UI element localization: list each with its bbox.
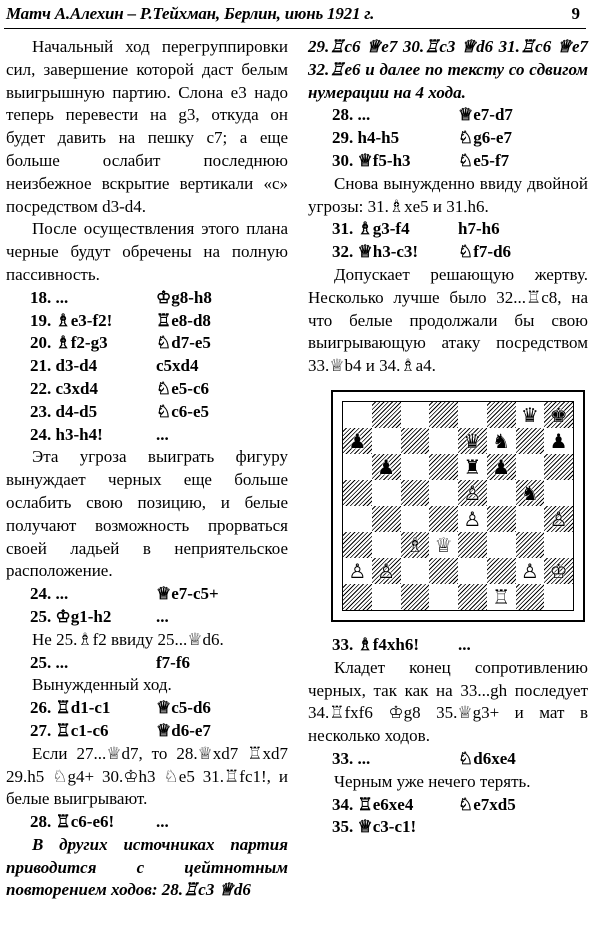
move-line [308, 794, 588, 817]
paragraph: Если 27...♕d7, то 28.♕xd7 ♖xd7 29.h5 ♘g4+ 30.♔h3 ♘e5 31.♖fc1!, и белые выигрывают. [6, 743, 288, 809]
board-square [458, 480, 487, 506]
black-move: ♘e5-f7 [458, 150, 510, 170]
white-move: 33. ... [332, 748, 371, 768]
paragraph: Допускает решающую жертву. Несколько лучше было 32...♖c8, на что белые продолжали бы свою выигрывающую атаку посредством 33.♕b4 и 34.♗a4. [308, 264, 588, 376]
board-square [458, 506, 487, 532]
move-line [6, 811, 288, 834]
black-move: ♕e7-c5+ [156, 584, 219, 604]
white-move: 19. ♗e3-f2! [30, 310, 113, 330]
black-move: ♕d6-e7 [156, 720, 211, 740]
black-move: ♔g8-h8 [156, 287, 212, 307]
chess-board [342, 401, 574, 611]
white-move: 30. ♕f5-h3 [332, 150, 411, 170]
white-move: 32. ♕h3-c3! [332, 242, 419, 262]
move-line [6, 401, 288, 424]
black-move: ♘c6-e5 [156, 401, 209, 421]
white-move: 33. ♗f4xh6! [332, 634, 420, 654]
black-move: ... [156, 606, 169, 626]
move-list [308, 218, 588, 264]
board-square [429, 532, 458, 558]
white-move: 23. d4-d5 [30, 401, 98, 421]
board-square [372, 454, 401, 480]
white-move: 35. ♕c3-c1! [332, 817, 417, 837]
board-square [401, 584, 430, 610]
board-square [487, 480, 516, 506]
move-line [6, 310, 288, 333]
move-list [308, 104, 588, 172]
board-square [516, 480, 545, 506]
chess-piece: ♙ [463, 480, 482, 505]
white-move: 24. ... [30, 584, 69, 604]
board-square [372, 428, 401, 454]
board-square [429, 454, 458, 480]
board-square [487, 428, 516, 454]
paragraph: Кладет конец сопротивлению черных, так как на 33...gh последует 34.♖fxf6 ♔g8 35.♕g3+ и мат в несколько ходов. [308, 657, 588, 746]
running-header [6, 4, 584, 28]
chess-piece: ♟ [377, 454, 396, 479]
right-column [308, 36, 588, 839]
board-square [544, 428, 573, 454]
board-square [343, 454, 372, 480]
board-square [343, 584, 372, 610]
chess-piece: ♖ [492, 584, 511, 609]
board-square [516, 506, 545, 532]
page-number: 9 [571, 4, 580, 23]
chess-piece: ♛ [463, 428, 482, 453]
paragraph: Начальный ход перегруппировки сил, завершение которой даст белым выигрышную партию. Слона е3 надо теперь перевести на g3, откуда он будет давить на пешку с7; а еще больше ослабит последнюю неизбежное вскрытие вертикали «с» посредством d3-d4. [6, 37, 288, 216]
board-square [544, 480, 573, 506]
white-move: 25. ... [30, 652, 69, 672]
paragraph: Вынужденный ход. [32, 675, 172, 695]
board-square [544, 454, 573, 480]
move-line [6, 355, 288, 378]
board-square [458, 532, 487, 558]
chess-piece: ♙ [348, 558, 367, 583]
chess-piece: ♟ [348, 428, 367, 453]
paragraph: Не 25.♗f2 ввиду 25...♕d6. [32, 629, 224, 649]
chess-piece: ♙ [549, 506, 568, 531]
chess-piece: ♞ [520, 480, 539, 505]
board-square [372, 558, 401, 584]
black-move: ♘f7-d6 [458, 242, 512, 262]
board-square [458, 558, 487, 584]
black-move: f7-f6 [156, 652, 190, 672]
board-square [401, 480, 430, 506]
paragraph: Эта угроза выиграть фигуру вынуждает черных еще больше ослабить свою позицию, и белые получают возможность прорваться своей ладьей в неприятельское расположение. [6, 447, 288, 581]
black-move: ♘e5-c6 [156, 378, 209, 398]
chess-piece: ♟ [492, 454, 511, 479]
left-column [6, 36, 288, 902]
chess-piece: ♚ [549, 402, 568, 427]
black-move: ♕c5-d6 [156, 698, 211, 718]
black-move: ♘e7xd5 [458, 794, 516, 814]
white-move: 24. h3-h4! [30, 424, 103, 444]
move-line [308, 150, 588, 173]
chess-piece: ♞ [492, 428, 511, 453]
board-square [401, 506, 430, 532]
move-line [308, 816, 588, 839]
board-square [343, 506, 372, 532]
move-line [6, 652, 288, 675]
board-square [401, 532, 430, 558]
move-line [308, 218, 588, 241]
board-square [487, 584, 516, 610]
chess-diagram [331, 390, 585, 622]
board-square [544, 558, 573, 584]
white-move: 18. ... [30, 287, 69, 307]
move-line [6, 697, 288, 720]
move-line [6, 424, 288, 447]
board-square [401, 428, 430, 454]
move-line [308, 748, 588, 771]
black-move: ♖e8-d8 [156, 310, 211, 330]
white-move: 20. ♗f2-g3 [30, 333, 108, 353]
black-move: ♘d7-e5 [156, 333, 211, 353]
white-move: 21. d3-d4 [30, 356, 98, 376]
board-square [429, 584, 458, 610]
board-square [487, 454, 516, 480]
header-rule [4, 28, 586, 29]
board-square [544, 506, 573, 532]
black-move: ♘d6xe4 [458, 748, 516, 768]
black-move: c5xd4 [156, 356, 199, 376]
paragraph-italic: В других источниках партия приводится с цейтнотным повторением ходов: 28.♖c3 ♕d6 [6, 834, 288, 900]
white-move: 22. c3xd4 [30, 378, 98, 398]
board-square [343, 402, 372, 428]
board-square [516, 428, 545, 454]
paragraph-italic: 29.♖c6 ♕e7 30.♖c3 ♕d6 31.♖c6 ♕e7 32.♖e6 и далее по тексту со сдвигом нумерации на 4 хода. [308, 37, 588, 102]
move-line [308, 104, 588, 127]
move-list [308, 794, 588, 840]
white-move: 31. ♗g3-f4 [332, 219, 410, 239]
board-square [458, 402, 487, 428]
board-square [516, 532, 545, 558]
board-square [429, 480, 458, 506]
board-square [458, 584, 487, 610]
black-move: h7-h6 [458, 219, 500, 239]
board-square [544, 402, 573, 428]
board-square [401, 454, 430, 480]
board-square [343, 428, 372, 454]
move-line [6, 720, 288, 743]
board-square [429, 402, 458, 428]
move-list [6, 287, 288, 447]
black-move: ♕e7-d7 [458, 105, 513, 125]
white-move: 25. ♔g1-h2 [30, 606, 112, 626]
board-square [429, 428, 458, 454]
move-line [308, 634, 588, 657]
white-move: 29. h4-h5 [332, 128, 400, 148]
black-move: ... [156, 424, 169, 444]
black-move: ... [458, 634, 471, 654]
white-move: 26. ♖d1-c1 [30, 698, 111, 718]
chess-piece: ♙ [377, 558, 396, 583]
chess-piece: ♔ [549, 558, 568, 583]
paragraph: Черным уже нечего терять. [334, 771, 531, 791]
board-square [487, 532, 516, 558]
chess-piece: ♟ [549, 428, 568, 453]
board-square [544, 532, 573, 558]
board-square [401, 558, 430, 584]
chess-piece: ♗ [405, 532, 424, 557]
white-move: 34. ♖e6xe4 [332, 794, 414, 814]
white-move: 28. ♖c6-e6! [30, 812, 115, 832]
board-square [372, 584, 401, 610]
board-square [544, 584, 573, 610]
move-line [6, 378, 288, 401]
board-square [516, 558, 545, 584]
chess-piece: ♛ [520, 402, 539, 427]
board-square [372, 402, 401, 428]
chess-piece: ♕ [434, 532, 453, 557]
board-square [516, 402, 545, 428]
board-square [487, 558, 516, 584]
board-square [343, 532, 372, 558]
header-title: Матч А.Алехин – Р.Тейхман, Берлин, июнь 1921 г. [6, 4, 375, 23]
board-square [516, 454, 545, 480]
board-square [458, 454, 487, 480]
paragraph: После осуществления этого плана черные будут обречены на полную пассивность. [6, 219, 288, 284]
paragraph: Снова вынужденно ввиду двойной угрозы: 31.♗xe5 и 31.h6. [308, 173, 588, 216]
chess-piece: ♜ [463, 454, 482, 479]
board-square [372, 480, 401, 506]
move-line [308, 127, 588, 150]
board-square [516, 584, 545, 610]
move-list [6, 697, 288, 743]
move-line [308, 241, 588, 264]
board-square [372, 506, 401, 532]
chess-piece: ♙ [463, 506, 482, 531]
board-square [372, 532, 401, 558]
board-square [343, 480, 372, 506]
white-move: 27. ♖c1-c6 [30, 720, 109, 740]
move-line [6, 583, 288, 606]
black-move: ... [156, 812, 169, 832]
board-square [487, 402, 516, 428]
board-square [458, 428, 487, 454]
board-square [487, 506, 516, 532]
board-square [401, 402, 430, 428]
move-line [6, 332, 288, 355]
white-move: 28. ... [332, 105, 371, 125]
move-line [6, 606, 288, 629]
move-line [6, 287, 288, 310]
board-square [343, 558, 372, 584]
chess-piece: ♙ [520, 558, 539, 583]
board-square [429, 506, 458, 532]
black-move: ♘g6-e7 [458, 128, 512, 148]
board-square [429, 558, 458, 584]
